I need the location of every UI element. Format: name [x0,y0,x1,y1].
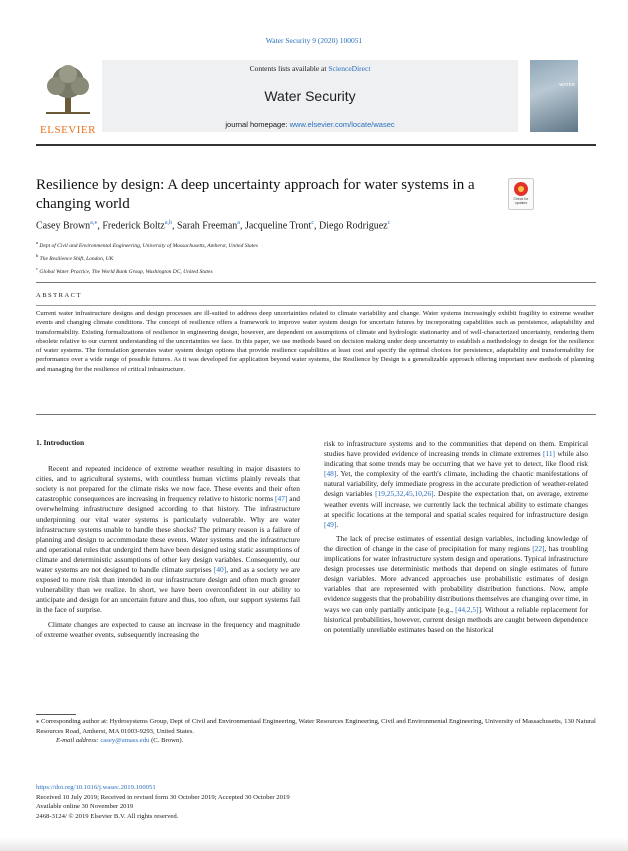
affiliation: $^b$ The Resilience Shift, London, UK [36,252,114,262]
divider [36,305,596,306]
affiliation: $^c$ Global Water Practice, The World Bank Group, Washington DC, United States [36,265,213,275]
citation-link[interactable]: [11] [542,449,556,459]
check-for-updates-button[interactable] [508,178,534,210]
footnote-divider [36,714,76,715]
email-line: E-mail address: casey@umass.edu (C. Brown). [56,737,184,744]
doi-link[interactable]: https://doi.org/10.1016/j.wasec.2019.100051 [36,784,156,791]
journal-reference[interactable]: Water Security 9 (2020) 100051 [265,36,363,45]
citation-link[interactable]: [47] [275,494,288,504]
copyright: 2468-3124/ © 2019 Elsevier B.V. All rights reserved. [36,812,179,820]
publisher-wordmark: ELSEVIER [40,124,96,136]
publication-info [36,783,596,821]
tree-logo-icon [42,64,94,116]
sciencedirect-link[interactable]: ScienceDirect [328,64,371,73]
body-column-right [324,439,588,635]
citation-link[interactable]: [48] [324,469,337,479]
author-name[interactable]: Jacqueline Tront [244,220,312,232]
cover-label: WATER [559,82,575,87]
author-name[interactable]: Diego Rodriguez [319,220,388,232]
body-paragraph: Climate changes are expected to cause an increase in the frequency and magnitude of extreme weather events, subsequently increasing the [36,619,300,639]
citation-link[interactable]: [49] [324,519,337,529]
page-edge [0,838,628,851]
corresponding-author-footnote [36,717,596,746]
contents-prefix: Contents lists available at [249,64,329,73]
email-link[interactable]: casey@umass.edu [100,737,150,744]
journal-homepage [102,120,518,129]
body-paragraph: The lack of precise estimates of essential design variables, including knowledge of the direction of change in the case of precipitation for many regions [22], has troubling implications for water infrastructure system design and operations. Typical infrastructure design processes use deterministic methods that depend on single estimates of future design variables. More advanced approaches use probabilistic estimates of design variables that are represented with probability distribution functions. Now, ample evidence suggests that the probability distributions themselves are changing over time, in ways we can only partially anticipate [e.g., [44,2,5]]. Without a reliable replacement for historical probabilities, however, current design methods are caught between dependence on potentially unreliable estimates based on the historical [324,533,588,634]
author-affil-sup[interactable]: c [311,220,314,226]
section-heading: 1. Introduction [36,438,85,447]
abstract-text: Current water infrastructure designs and design processes are ill-suited to address deep uncertainties related to climate variability and change. Water systems increasingly exhibit fragility to extreme weather events and changing climate conditions. The concept of resilience offers a framework to improve water system design for uncertain futures by incorporating capabilities such as persistence, adaptability and transformability. Existing formalizations of resilience in engineering design, however, are dependent on assumptions of climate and hydrologic stationarity and of well-characterized uncertainty, rendering them obsolete relative to our current understanding of the uncertainties we face. In this paper, we use methods based on decision making under deep uncertainty to establish a methodology to design for the resilience of water systems. The formulation generates water system design options that provide resilience capabilities at least cost and specify the optimal choices for persistence, adaptability and transformability for performance over a wide range of possible futures. As it was developed for application beyond water systems, the Resilience by Design is a generalizable approach offering important new methods of planning and managing for the resilience of critical infrastructure. [36,310,594,373]
citation-link[interactable]: [19,25,32,45,10,26] [375,489,434,499]
abstract-heading: ABSTRACT [36,292,82,299]
affiliations [36,238,596,276]
article-title: Resilience by design: A deep uncertainty approach for water systems in a changing world [36,177,475,212]
body-column-left [36,438,300,640]
author-name[interactable]: Frederick Boltz [102,220,165,232]
check-updates-label: Check for updates [513,197,529,205]
author-name[interactable]: Casey Brown [36,220,91,232]
citation-link[interactable]: [40] [213,565,227,575]
available-online: Available online 30 November 2019 [36,803,134,810]
journal-cover-image [530,60,578,132]
divider [36,414,596,415]
received-dates: Received 10 July 2019; Received in revised form 30 October 2019; Accepted 30 October 2019 [36,793,290,801]
author-affil-sup[interactable]: a [237,220,240,226]
journal-title: Water Security [264,88,356,104]
author-affil-sup[interactable]: a,b [164,220,172,226]
journal-masthead [36,60,596,142]
journal-banner [102,60,518,132]
author-affil-sup[interactable]: c [387,220,391,226]
body-paragraph: Recent and repeated incidence of extreme weather resulting in major disasters to cities, and to agricultural systems, with countless human victims plainly reveals that society is not prepared for the climate risks we now face. These events and their often catastrophic consequences are increasing in frequency relative to historic norms [47] and overwhelming infrastructure designed according to that history. The infrastructure underpinning our vital water systems is particularly vulnerable. Why are water infrastructure systems unable to handle these shocks? The primary reason is a failure of planning and design to accommodate these events. Water systems and the infrastructure and operational rules that undergird them have been designed using static assumptions of climate and deterministic assumptions of other key design variables. Consequently, our water systems are not designed to handle climate surprises [40], and as a society we are exposed to more risk than intended in our infrastructure design and often much greater vulnerability than we realize. In short, we have been overconfident in our ability to anticipate and design for an uncertain future and thus, too often, our support systems fail in the face of surprise. [36,464,300,615]
email-label: E-mail address: [56,737,101,744]
body-paragraph: risk to infrastructure systems and to the communities that depend on them. Empirical studies have provided evidence of increasing trends in climate extremes [11] while also indicating that some trends may be occurring that we have yet to detect, like flood risk [48]. Yet, the complexity of the earth's climate, including the chaotic manifestations of natural variability, defy immediate progress in the accurate prediction of weather-related design variables [19,25,32,45,10,26]. Despite the expectation that, on average, extreme weather events will increase, we currently lack the technical ability to estimate changes at specific locations at the temporal and spatial scales required for infrastructure design [49]. [324,439,588,529]
citation-link[interactable]: [44,2,5] [455,604,479,614]
masthead-divider [36,144,596,146]
check-updates-icon [514,182,528,196]
citation-link[interactable]: [22] [532,543,545,553]
corresponding-note: ⁎ Corresponding author at: Hydrosystems Group, Dept of Civil and Environmentaal Engineering, Water Resources Engineering, Civil and Environmental Engineering, University of Massachusetts, 130 Natural Resources Road, Amherst, MA 01003-9293, United States. [36,718,596,735]
author-name[interactable]: Sarah Freeman [177,220,238,232]
affiliation: $^a$ Dept of Civil and Environmental Engineering, University of Massachusetts, Amherst, United States [36,240,258,249]
homepage-prefix: journal homepage: [225,120,290,129]
divider [36,282,596,283]
author-affil-sup[interactable]: a,⁎ [90,220,98,226]
elsevier-logo [36,60,100,140]
contents-line [102,64,518,73]
author-list: Casey Brown$^{a,⁎}$, Frederick Boltz$^{a,b}$, Sarah Freeman$^a$, Jacqueline Tront$^c$, Diego Rodriguez$^c$ [36,220,391,232]
homepage-link[interactable]: www.elsevier.com/locate/wasec [289,120,395,129]
